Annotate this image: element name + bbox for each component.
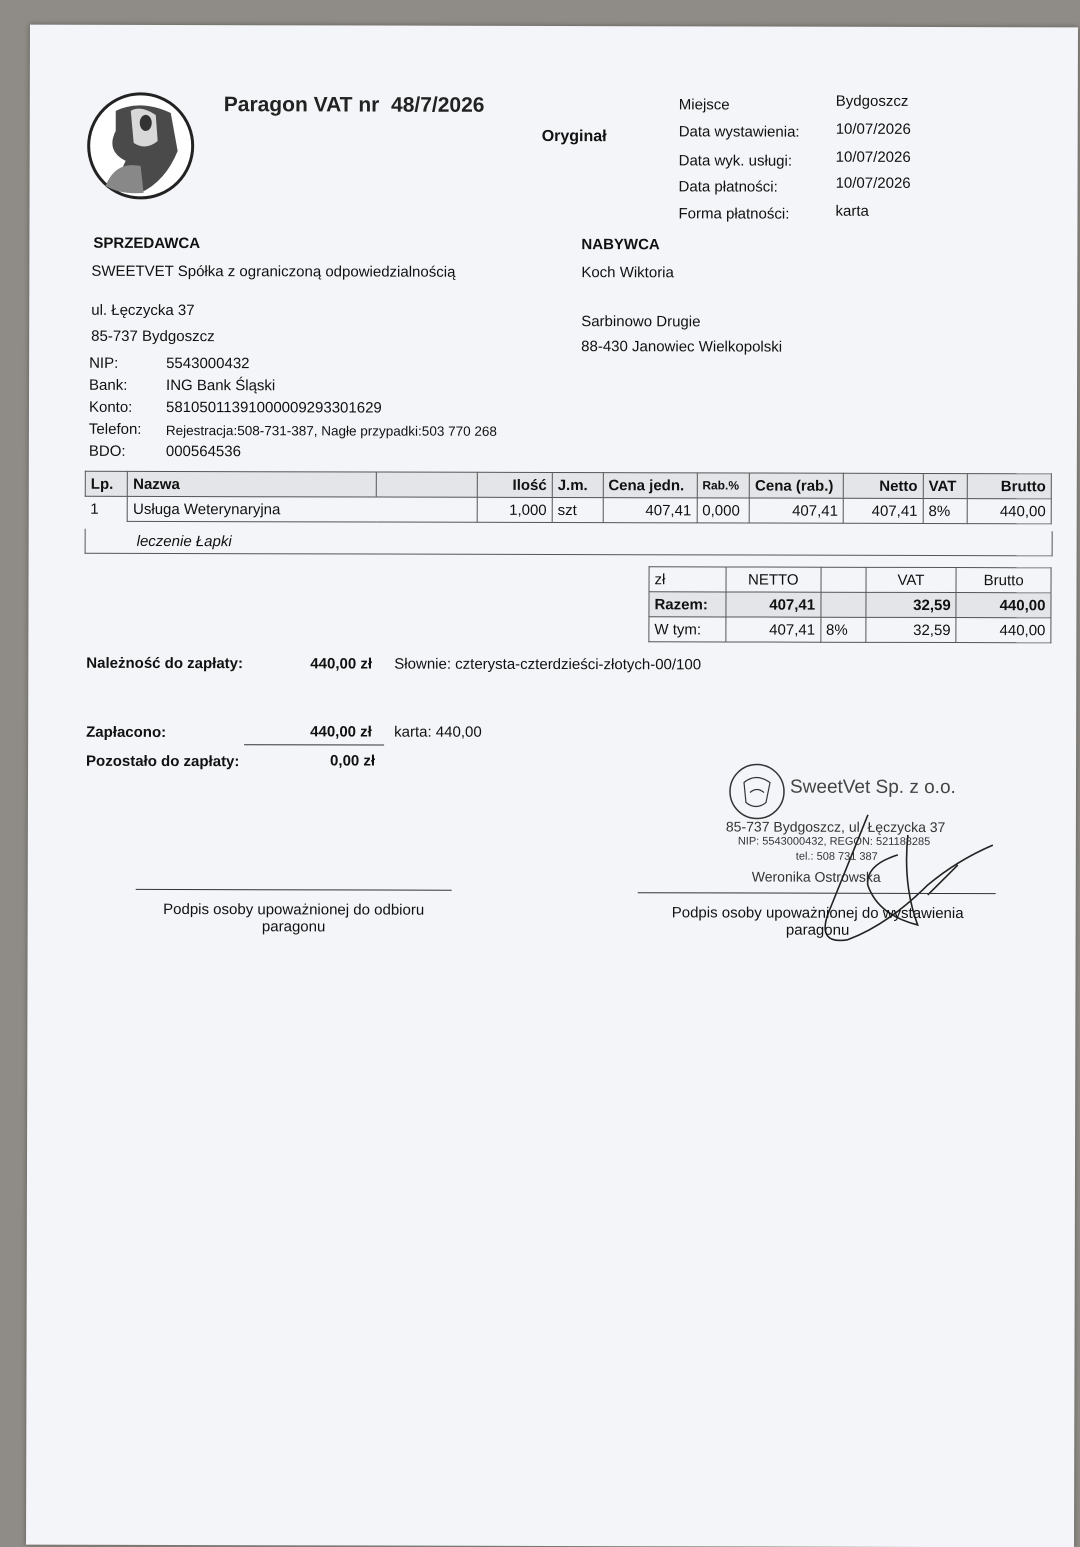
- remaining-label: Pozostało do zapłaty:: [86, 752, 240, 771]
- stamp-logo-icon: [726, 762, 788, 820]
- title-prefix: Paragon VAT nr: [223, 93, 380, 117]
- summary-currency: zł: [649, 567, 726, 592]
- meta-issue-date-value: 10/07/2026: [835, 120, 911, 138]
- col-name: Nazwa: [128, 471, 377, 497]
- summary-blank: [821, 567, 866, 592]
- summary-total-row: [649, 592, 1051, 618]
- summary-total-label: Razem:: [649, 592, 726, 617]
- col-net: Netto: [844, 473, 924, 498]
- seller-bdo-label: BDO:: [88, 442, 126, 460]
- summary-header-row: [649, 567, 1051, 593]
- items-table: [85, 471, 1052, 525]
- buyer-street: Sarbinowo Drugie: [581, 313, 701, 331]
- row-price: 407,41: [603, 498, 697, 523]
- col-blank: [377, 472, 477, 497]
- col-price: Cena jedn.: [603, 473, 697, 498]
- col-gross: Brutto: [967, 474, 1051, 499]
- seller-account-value: 58105011391000009293301629: [165, 398, 382, 417]
- amount-due-label: Należność do zapłaty:: [86, 654, 244, 673]
- summary-total-gross: 440,00: [956, 593, 1051, 618]
- receipt-number: 48/7/2026: [391, 93, 485, 117]
- col-vat: VAT: [923, 473, 967, 498]
- row-discount: 0,000: [697, 498, 750, 523]
- summary-incl-row: [649, 617, 1051, 643]
- summary-incl-vat: 32,59: [865, 617, 956, 642]
- meta-payment-method-value: karta: [835, 202, 869, 220]
- amount-in-words: Słownie: czterysta-czterdzieści-złotych-00/100: [394, 655, 702, 674]
- item-note: leczenie Łapki: [136, 532, 232, 551]
- company-stamp: [725, 762, 996, 885]
- seller-bank-value: ING Bank Śląski: [166, 376, 276, 395]
- row-qty: 1,000: [477, 497, 552, 522]
- summary-vat-header: VAT: [866, 567, 957, 592]
- summary-total-blank: [821, 592, 866, 617]
- seller-city: 85-737 Bydgoszcz: [91, 327, 215, 346]
- summary-netto-header: NETTO: [726, 567, 821, 592]
- col-price-discounted: Cena (rab.): [750, 473, 844, 498]
- buyer-city: 88-430 Janowiec Wielkopolski: [581, 338, 783, 356]
- summary-total-net: 407,41: [726, 592, 821, 617]
- col-unit: J.m.: [552, 472, 603, 497]
- seller-name: SWEETVET Spółka z ograniczoną odpowiedzialnością: [91, 262, 456, 281]
- summary-incl-net: 407,41: [726, 617, 821, 642]
- paid-underline: [244, 744, 384, 745]
- seller-phone-value: Rejestracja:508-731-387, Nagłe przypadki:503 770 268: [165, 422, 497, 439]
- dog-cat-logo-icon: [86, 91, 196, 201]
- vat-summary-table: [648, 566, 1051, 643]
- meta-service-date-value: 10/07/2026: [835, 148, 911, 166]
- receiver-signature-label: Podpis osoby upoważnionej do odbioru paragonu: [163, 900, 425, 936]
- summary-total-vat: 32,59: [866, 592, 957, 617]
- seller-nip-label: NIP:: [89, 354, 119, 372]
- seller-street: ul. Łęczycka 37: [91, 301, 195, 320]
- seller-nip-value: 5543000432: [166, 354, 250, 373]
- col-qty: Ilość: [477, 472, 552, 497]
- meta-payment-date-value: 10/07/2026: [835, 174, 911, 192]
- meta-place-label: Miejsce: [678, 96, 730, 114]
- issuer-signature-label: Podpis osoby upoważnionej do wystawienia paragonu: [671, 904, 964, 939]
- buyer-name: Koch Wiktoria: [581, 264, 674, 282]
- buyer-heading: NABYWCA: [581, 236, 660, 254]
- row-gross: 440,00: [967, 499, 1051, 524]
- summary-incl-label: W tym:: [649, 617, 726, 642]
- stamp-person: Weronika Ostrowska: [751, 868, 881, 885]
- summary-incl-rate: 8%: [821, 617, 866, 642]
- seller-phone-label: Telefon:: [88, 420, 142, 438]
- summary-incl-gross: 440,00: [956, 618, 1051, 643]
- paid-value: 440,00 zł: [310, 723, 372, 741]
- paid-method: karta: 440,00: [394, 723, 482, 741]
- row-lp: 1: [90, 500, 99, 518]
- meta-place-value: Bydgoszcz: [835, 92, 909, 110]
- stamp-nip: NIP: 5543000432, REGON: 521188285: [737, 835, 931, 848]
- amount-due-value: 440,00 zł: [310, 655, 373, 673]
- row-price-discounted: 407,41: [749, 498, 843, 523]
- table-row: [85, 496, 1051, 524]
- meta-payment-method-label: Forma płatności:: [678, 205, 790, 223]
- row-net: 407,41: [843, 498, 923, 523]
- paid-label: Zapłacono:: [86, 723, 167, 741]
- meta-service-date-label: Data wyk. usługi:: [678, 152, 793, 170]
- stamp-tel: tel.: 508 731 387: [795, 850, 878, 863]
- seller-bdo-value: 000564536: [165, 442, 241, 461]
- document-title: [224, 93, 485, 118]
- meta-issue-date-label: Data wystawienia:: [678, 123, 800, 141]
- stamp-company-name: SweetVet Sp. z o.o.: [789, 776, 956, 799]
- row-name: Usługa Weterynaryjna: [128, 496, 477, 522]
- col-discount: Rab.%: [697, 473, 750, 498]
- receiver-signature-line: [136, 889, 452, 891]
- stamp-address: 85-737 Bydgoszcz, ul. Łęczycka 37: [725, 818, 946, 836]
- row-unit: szt: [552, 497, 603, 522]
- seller-bank-label: Bank:: [89, 376, 128, 394]
- row-vat: 8%: [923, 498, 967, 523]
- items-header-row: [85, 471, 1051, 499]
- seller-heading: SPRZEDAWCA: [93, 234, 201, 253]
- seller-account-label: Konto:: [88, 398, 133, 416]
- meta-payment-date-label: Data płatności:: [678, 178, 778, 196]
- original-label: Oryginał: [541, 127, 607, 146]
- remaining-value: 0,00 zł: [330, 752, 376, 770]
- col-lp: Lp.: [85, 471, 127, 496]
- summary-brutto-header: Brutto: [956, 568, 1051, 593]
- receipt-paper: [26, 25, 1078, 1547]
